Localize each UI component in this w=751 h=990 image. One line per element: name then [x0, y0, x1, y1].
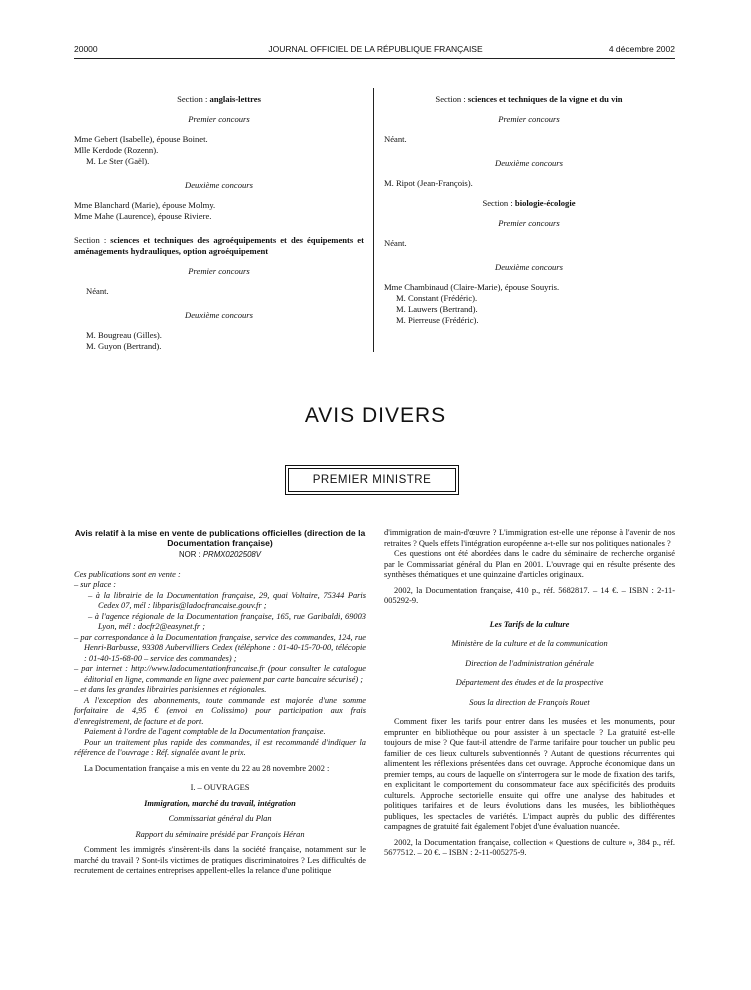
right-top-column — [384, 94, 674, 326]
candidate-name: M. Le Ster (Gaël). — [86, 156, 150, 166]
page-number: 20000 — [74, 44, 98, 54]
list-item: – à la librairie de la Documentation française, 29, quai Voltaire, 75344 Paris Cedex 07, mél : libparis@ladocfrancaise.gouv.fr ; — [88, 590, 366, 610]
book-title: Les Tarifs de la culture — [489, 619, 570, 629]
book-description: Comment les immigrés s'insèrent-ils dans la société française, notamment sur le marché du travail ? Sont-ils victimes de pratiques discriminatoires ? Les difficultés de recrutement de certaines entreprises appellent-elles la relance d'une politique — [74, 845, 366, 875]
journal-title: JOURNAL OFFICIEL DE LA RÉPUBLIQUE FRANÇAISE — [268, 44, 483, 54]
book-report: Rapport du séminaire présidé par François Héran — [135, 829, 305, 839]
book-ministry: Ministère de la culture et de la communication — [451, 639, 608, 648]
paragraph: A l'exception des abonnements, toute commande est majorée d'une somme forfaitaire de 4,95 € (envoi en Colissimo) pour participation aux frais d'enregistrement, de facture et de port. — [74, 695, 366, 726]
candidate-name: Mme Blanchard (Marie), épouse Molmy. — [74, 200, 216, 210]
right-bottom-column — [384, 528, 675, 859]
header-rule — [74, 58, 675, 59]
book-direction: Direction de l'administration générale — [465, 658, 594, 668]
column-divider — [373, 88, 374, 352]
candidate-name: Mlle Kerdode (Rozenn). — [74, 145, 159, 155]
book-reference: 2002, la Documentation française, 410 p., réf. 5682817. – 14 €. – ISBN : 2-11-005292-9. — [384, 585, 675, 605]
book-description: Comment fixer les tarifs pour entrer dans les musées et les monuments, pour emprunter en bibliothèque ou pour assister à un spectacle ? La gratuité est-elle toujours de mise ? Que faut-il attendre de l'arme tarifaire pour toucher un public peu familier de ces lieux culturels subventionnés ? Autant de questions récurrentes qui alimentent les réflexions présentées dans cet ouvrage. Approche économique dans un premier temps, au cours de laquelle on s'interrogera sur le mode de fixation des tarifs, en explicitant le comportement du consommateur face aux spécificités des produits culturels. Approche sectorielle ensuite qui offre une analyse des habitudes et politiques tarifaires et de leurs évolutions dans les musées, les bibliothèques publiques, les spectacles de variétés. L'impact auprès du public des différentes campagnes de gratuité fait également l'objet d'une évaluation nuancée. — [384, 717, 675, 831]
book-author: Commissariat général du Plan — [168, 814, 272, 823]
concours-heading: Deuxième concours — [184, 310, 253, 320]
section-heading: Section : biologie-écologie — [482, 198, 576, 208]
candidate-name: Mme Chambinaud (Claire-Marie), épouse Souyris. — [384, 282, 560, 292]
list-item: – sur place : — [74, 580, 117, 589]
section-heading: Section : anglais-lettres — [177, 94, 261, 104]
avis-divers-title: AVIS DIVERS — [304, 404, 447, 427]
list-item: – et dans les grandes librairies parisiennes et régionales. — [74, 685, 267, 694]
intro-text: Ces publications sont en vente : — [74, 569, 181, 579]
none-text: Néant. — [86, 286, 109, 296]
concours-heading: Deuxième concours — [494, 158, 563, 168]
concours-heading: Premier concours — [498, 114, 560, 124]
concours-heading: Deuxième concours — [494, 262, 563, 272]
book-editor: Sous la direction de François Rouet — [469, 697, 590, 707]
candidate-name: M. Ripot (Jean-François). — [384, 178, 473, 188]
book-title: Immigration, marché du travail, intégration — [144, 798, 296, 808]
list-item: – par internet : http://www.ladocumentationfrancaise.fr (pour consulter le catalogue éditorial en ligne, commande en ligne avec paiement par carte bancaire sécurisé) ; — [74, 664, 366, 684]
candidate-name: M. Guyon (Bertrand). — [86, 341, 162, 351]
none-text: Néant. — [384, 134, 407, 144]
ouvrages-heading: I. – OUVRAGES — [190, 783, 250, 792]
candidate-name: M. Bougreau (Gilles). — [86, 330, 162, 340]
left-top-column — [74, 94, 364, 352]
section-heading: Section : sciences et techniques de la vigne et du vin — [435, 94, 623, 104]
book-description: d'immigration de main-d'œuvre ? L'immigration est-elle une réponse à l'avenir de nos retraites ? Quels effets l'intégration européenne a-t-elle sur nos politiques nationales ? — [384, 528, 675, 548]
paragraph: Ces questions ont été abordées dans le cadre du séminaire de recherche organisé par le Commissariat général du Plan en 2001. L'ouvrage qui en résulte présente des synthèses thématiques et une quinzaine d'articles originaux. — [384, 549, 675, 579]
header-date: 4 décembre 2002 — [608, 44, 675, 54]
candidate-name: Mme Gebert (Isabelle), épouse Boinet. — [74, 134, 208, 144]
section-heading: Section : sciences et techniques des agroéquipements et des équipements et aménagements hydrauliques, option agroéquipement — [74, 235, 364, 256]
book-department: Département des études et de la prospective — [455, 678, 604, 687]
paragraph: La Documentation française a mis en vente du 22 au 28 novembre 2002 : — [84, 763, 330, 773]
candidate-name: M. Pierreuse (Frédéric). — [396, 315, 479, 325]
list-item: – à l'agence régionale de la Documentation française, 165, rue Garibaldi, 69003 Lyon, mél : docfr2@easynet.fr ; — [88, 611, 366, 631]
candidate-name: M. Constant (Frédéric). — [396, 293, 478, 303]
concours-heading: Premier concours — [188, 114, 250, 124]
book-reference: 2002, la Documentation française, collection « Questions de culture », 384 p., réf. 5677512. – 20 €. – ISBN : 2-11-005275-9. — [384, 837, 675, 857]
list-item: – par correspondance à la Documentation française, service des commandes, 124, rue Henri-Barbusse, 93308 Aubervilliers Cedex (téléphone : 01-40-15-70-00, télécopie : 01-40-15-68-00 – service des commandes) ; — [74, 632, 366, 663]
left-bottom-column — [74, 528, 366, 877]
candidate-name: Mme Mahe (Laurence), épouse Riviere. — [74, 211, 212, 221]
premier-ministre-box: PREMIER MINISTRE — [288, 468, 456, 492]
paragraph: Paiement à l'ordre de l'agent comptable de la Documentation française. — [84, 727, 326, 736]
concours-heading: Deuxième concours — [184, 180, 253, 190]
paragraph: Pour un traitement plus rapide des commandes, il est recommandé d'indiquer la référence de l'ouvrage : Réf. signalée avant le prix. — [74, 737, 366, 757]
none-text: Néant. — [384, 238, 407, 248]
concours-heading: Premier concours — [188, 266, 250, 276]
nor-reference: NOR : PRMX0202508V — [179, 550, 261, 559]
notice-title: Avis relatif à la mise en vente de publications officielles (direction de la Documentation française) — [74, 528, 366, 548]
candidate-name: M. Lauwers (Bertrand). — [396, 304, 478, 314]
concours-heading: Premier concours — [498, 218, 560, 228]
